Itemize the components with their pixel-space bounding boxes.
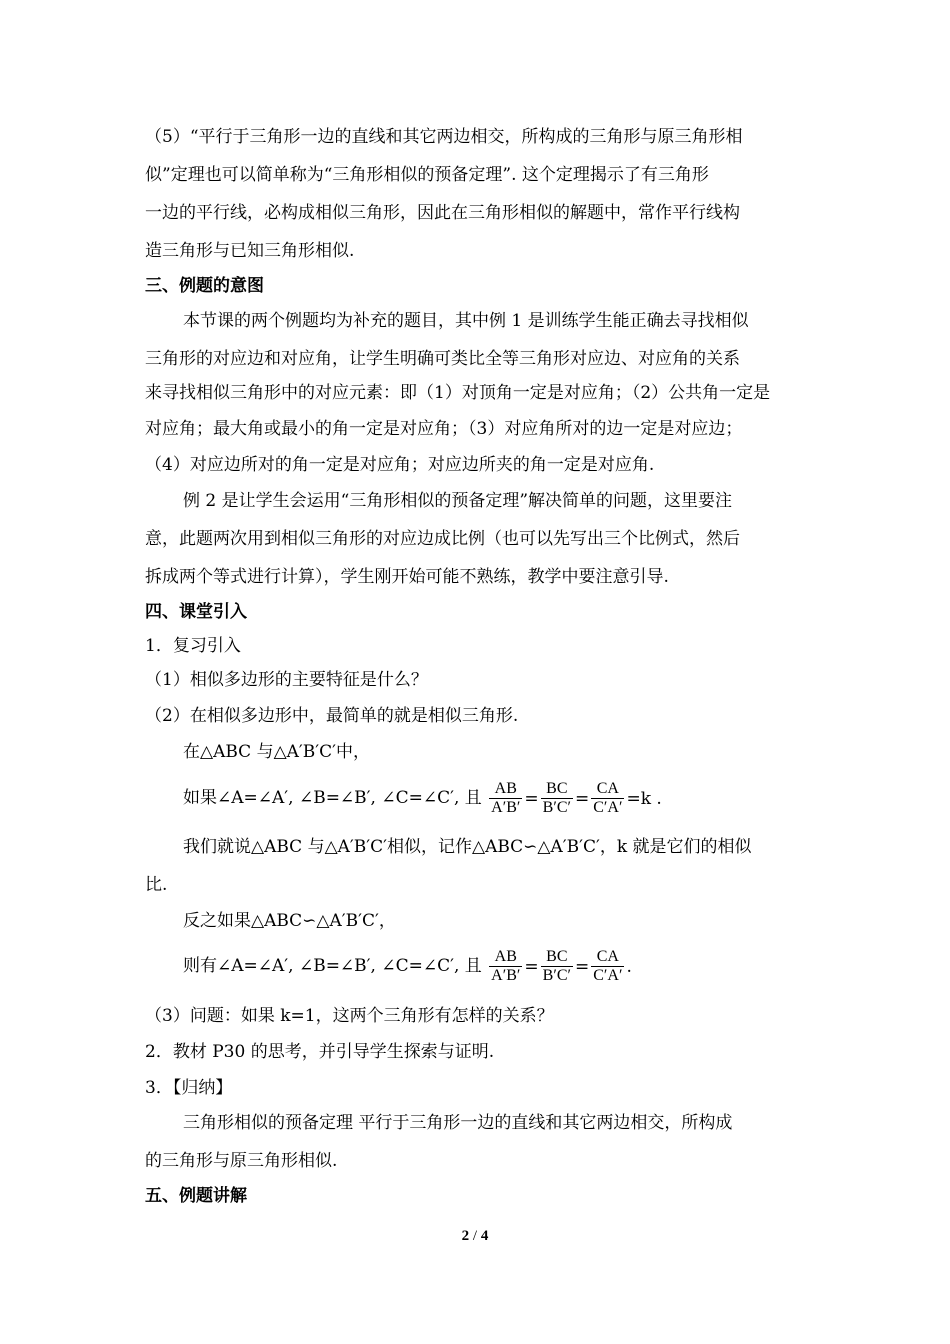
fraction-numerator: AB xyxy=(489,948,522,967)
list-item: 1．复习引入 xyxy=(145,636,241,656)
section-heading: 三、例题的意图 xyxy=(145,276,264,296)
equals-sign: = xyxy=(575,956,590,977)
list-item: 3．【归纳】 xyxy=(145,1078,233,1098)
fraction-numerator: AB xyxy=(489,780,522,799)
page-number xyxy=(0,1228,950,1245)
paragraph-line: 意，此题两次用到相似三角形的对应边成比例（也可以先写出三个比例式，然后 xyxy=(145,529,740,549)
total-pages: 4 xyxy=(480,1228,489,1244)
ratio-tail: =k . xyxy=(626,788,662,809)
fraction-denominator: C′A′ xyxy=(593,967,623,984)
math-line: 比. xyxy=(145,875,168,895)
math-line-ratio xyxy=(183,944,853,988)
fraction-numerator: BC xyxy=(541,948,573,967)
paragraph-line: 例 2 是让学生会运用“三角形相似的预备定理”解决简单的问题，这里要注 xyxy=(183,491,733,511)
math-line: 反之如果△ABC∽△A′B′C′， xyxy=(183,911,396,931)
paragraph-line: 拆成两个等式进行计算），学生刚开始可能不熟练，教学中要注意引导. xyxy=(145,567,669,587)
math-line-ratio xyxy=(183,776,853,820)
paragraph-line: 对应角；最大角或最小的角一定是对应角；（3）对应角所对的边一定是对应边； xyxy=(145,419,743,439)
paragraph-line: （5）“平行于三角形一边的直线和其它两边相交，所构成的三角形与原三角形相 xyxy=(145,127,743,147)
list-item: 2．教材 P30 的思考，并引导学生探索与证明. xyxy=(145,1042,495,1062)
equals-sign: = xyxy=(524,788,539,809)
question-item: （2）在相似多边形中，最简单的就是相似三角形. xyxy=(145,706,519,726)
fraction-numerator: BC xyxy=(541,780,573,799)
question-item: （3）问题：如果 k=1，这两个三角形有怎样的关系？ xyxy=(145,1006,554,1026)
fraction-denominator: A′B′ xyxy=(491,799,521,816)
page-separator: / xyxy=(472,1228,478,1244)
fraction-denominator: B′C′ xyxy=(542,967,571,984)
fraction-numerator: CA xyxy=(591,780,624,799)
fraction-denominator: C′A′ xyxy=(593,799,623,816)
paragraph-line: 一边的平行线，必构成相似三角形，因此在三角形相似的解题中，常作平行线构 xyxy=(145,203,740,223)
math-text: 如果∠A=∠A′, ∠B=∠B′, ∠C=∠C′, 且 xyxy=(183,788,482,808)
math-text: 则有∠A=∠A′, ∠B=∠B′, ∠C=∠C′, 且 xyxy=(183,956,482,976)
question-item: （1）相似多边形的主要特征是什么？ xyxy=(145,670,428,690)
fraction xyxy=(541,948,573,985)
fraction xyxy=(591,780,624,817)
math-line: 我们就说△ABC 与△A′B′C′相似，记作△ABC∽△A′B′C′，k 就是它们的相似 xyxy=(183,837,752,857)
paragraph-line: （4）对应边所对的角一定是对应角；对应边所夹的角一定是对应角. xyxy=(145,455,655,475)
paragraph-line: 的三角形与原三角形相似. xyxy=(145,1151,338,1171)
paragraph-line: 三角形的对应边和对应角，让学生明确可类比全等三角形对应边、对应角的关系 xyxy=(145,349,740,369)
fraction-denominator: A′B′ xyxy=(491,967,521,984)
equals-sign: = xyxy=(524,956,539,977)
paragraph-line: 来寻找相似三角形中的对应元素：即（1）对顶角一定是对应角；（2）公共角一定是 xyxy=(145,383,771,403)
paragraph-line: 造三角形与已知三角形相似. xyxy=(145,241,355,261)
paragraph-line: 三角形相似的预备定理 平行于三角形一边的直线和其它两边相交，所构成 xyxy=(183,1113,733,1133)
math-line: 在△ABC 与△A′B′C′中， xyxy=(183,742,370,762)
equals-sign: = xyxy=(575,788,590,809)
fraction xyxy=(489,948,522,985)
ratio-tail: . xyxy=(626,956,632,977)
paragraph-line: 本节课的两个例题均为补充的题目，其中例 1 是训练学生能正确去寻找相似 xyxy=(183,311,749,331)
current-page: 2 xyxy=(461,1228,470,1244)
paragraph-line: 似”定理也可以简单称为“三角形相似的预备定理”. 这个定理揭示了有三角形 xyxy=(145,165,709,185)
fraction xyxy=(489,780,522,817)
fraction xyxy=(541,780,573,817)
fraction-numerator: CA xyxy=(591,948,624,967)
section-heading: 四、课堂引入 xyxy=(145,602,247,622)
fraction-denominator: B′C′ xyxy=(542,799,571,816)
fraction xyxy=(591,948,624,985)
section-heading: 五、例题讲解 xyxy=(145,1186,247,1206)
